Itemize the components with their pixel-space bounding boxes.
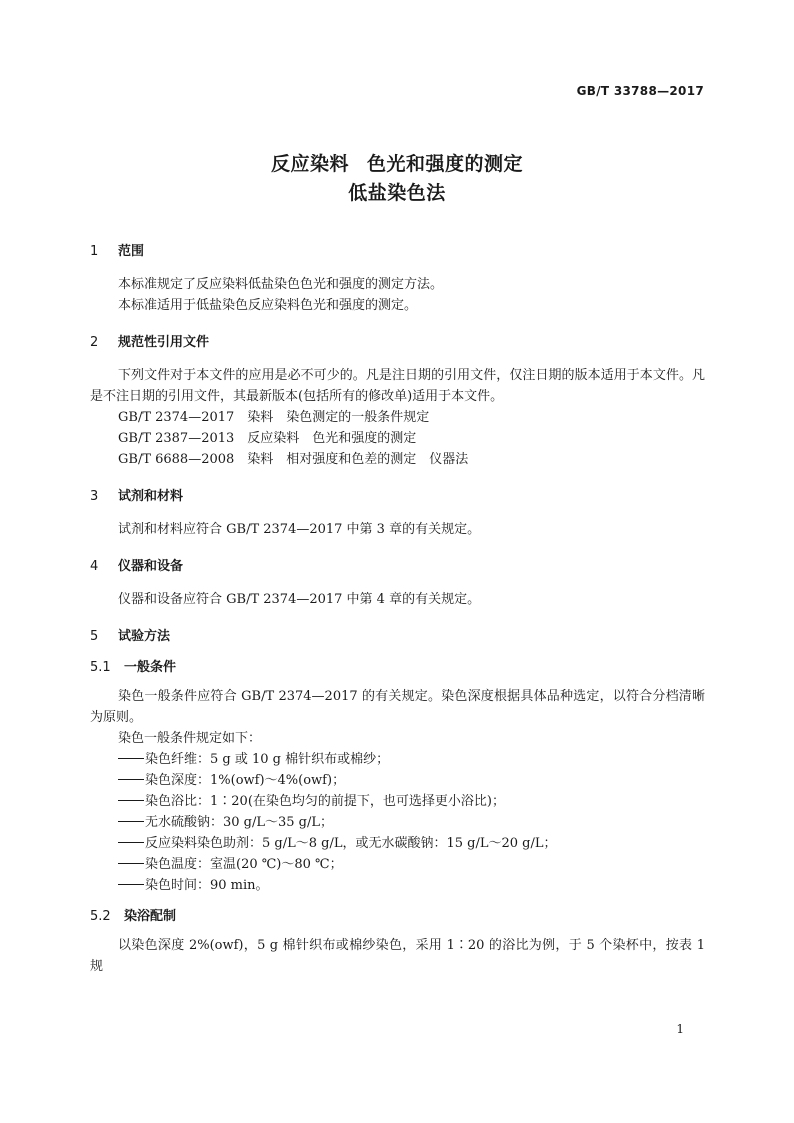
section-heading [90,332,705,353]
subsection-number: 5.2 [90,909,111,924]
list-item [90,875,705,896]
list-item [90,812,705,833]
section-heading [90,626,705,647]
title-line-1 [0,150,794,179]
section-heading [90,241,705,262]
section-test-method [90,626,705,647]
paragraph: 染色一般条件应符合 GB/T 2374—2017 的有关规定。染色深度根据具体品种选定，以符合分档清晰为原则。 [90,689,705,725]
section-title: 范围 [118,244,145,259]
list-item [90,833,705,854]
section-reagents [90,486,705,540]
list-item-text: 无水硫酸钠：30 g/L～35 g/L； [145,815,334,830]
list-item [90,749,705,770]
reference-item: GB/T 2387—2013 反应染料 色光和强度的测定 [118,431,417,446]
title-line-2: 低盐染色法 [348,182,446,204]
reference-item: GB/T 6688—2008 染料 相对强度和色差的测定 仪器法 [118,452,469,467]
subsection-dyebath-preparation [90,906,705,977]
section-number: 3 [90,489,99,504]
subsection-title: 一般条件 [124,660,177,675]
list-item-text: 染色纤维：5 g 或 10 g 棉针织布或棉纱； [145,752,390,767]
section-scope [90,241,705,316]
list-item [90,791,705,812]
list-item [90,770,705,791]
list-item-text: 染色深度：1%(owf)～4%(owf)； [145,773,346,788]
list-item-text: 染色温度：室温(20 ℃)～80 ℃； [145,857,343,872]
reference-item: GB/T 2374—2017 染料 染色测定的一般条件规定 [118,410,430,425]
section-apparatus [90,556,705,610]
title-part-1: 反应染料 [270,153,349,175]
section-number: 4 [90,559,99,574]
document-title [0,150,794,208]
section-number: 2 [90,335,99,350]
subsection-title: 染浴配制 [124,909,177,924]
subsection-number: 5.1 [90,660,111,675]
section-title: 仪器和设备 [118,559,184,574]
paragraph: 试剂和材料应符合 GB/T 2374—2017 中第 3 章的有关规定。 [118,522,481,537]
list-item-text: 染色时间：90 min。 [145,878,269,893]
subsection-general-conditions [90,657,705,896]
document-body [90,241,705,993]
section-title: 试验方法 [118,629,171,644]
section-title: 规范性引用文件 [118,335,210,350]
section-heading [90,486,705,507]
section-title: 试剂和材料 [118,489,184,504]
list-item [90,854,705,875]
paragraph: 仪器和设备应符合 GB/T 2374—2017 中第 4 章的有关规定。 [118,592,481,607]
paragraph: 以染色深度 2%(owf)，5 g 棉针织布或棉纱染色，采用 1∶20 的浴比为例，于 5 个染杯中，按表 1 规 [90,938,705,974]
list-item-text: 染色浴比：1∶20(在染色均匀的前提下，也可选择更小浴比)； [145,794,505,809]
section-number: 1 [90,244,99,259]
list-item-text: 反应染料染色助剂：5 g/L～8 g/L，或无水碳酸钠：15 g/L～20 g/L； [145,836,557,851]
subsection-heading [90,906,705,927]
paragraph: 染色一般条件规定如下： [118,731,262,746]
paragraph: 本标准适用于低盐染色反应染料色光和强度的测定。 [118,298,418,313]
page-number: 1 [676,1022,684,1036]
title-part-2: 色光和强度的测定 [367,153,524,175]
subsection-heading [90,657,705,678]
section-heading [90,556,705,577]
section-number: 5 [90,629,99,644]
section-normative-references [90,332,705,470]
paragraph: 下列文件对于本文件的应用是必不可少的。凡是注日期的引用文件，仅注日期的版本适用于本文件。凡是不注日期的引用文件，其最新版本(包括所有的修改单)适用于本文件。 [90,368,705,404]
paragraph: 本标准规定了反应染料低盐染色色光和强度的测定方法。 [118,277,444,292]
standard-code: GB/T 33788—2017 [576,84,704,98]
